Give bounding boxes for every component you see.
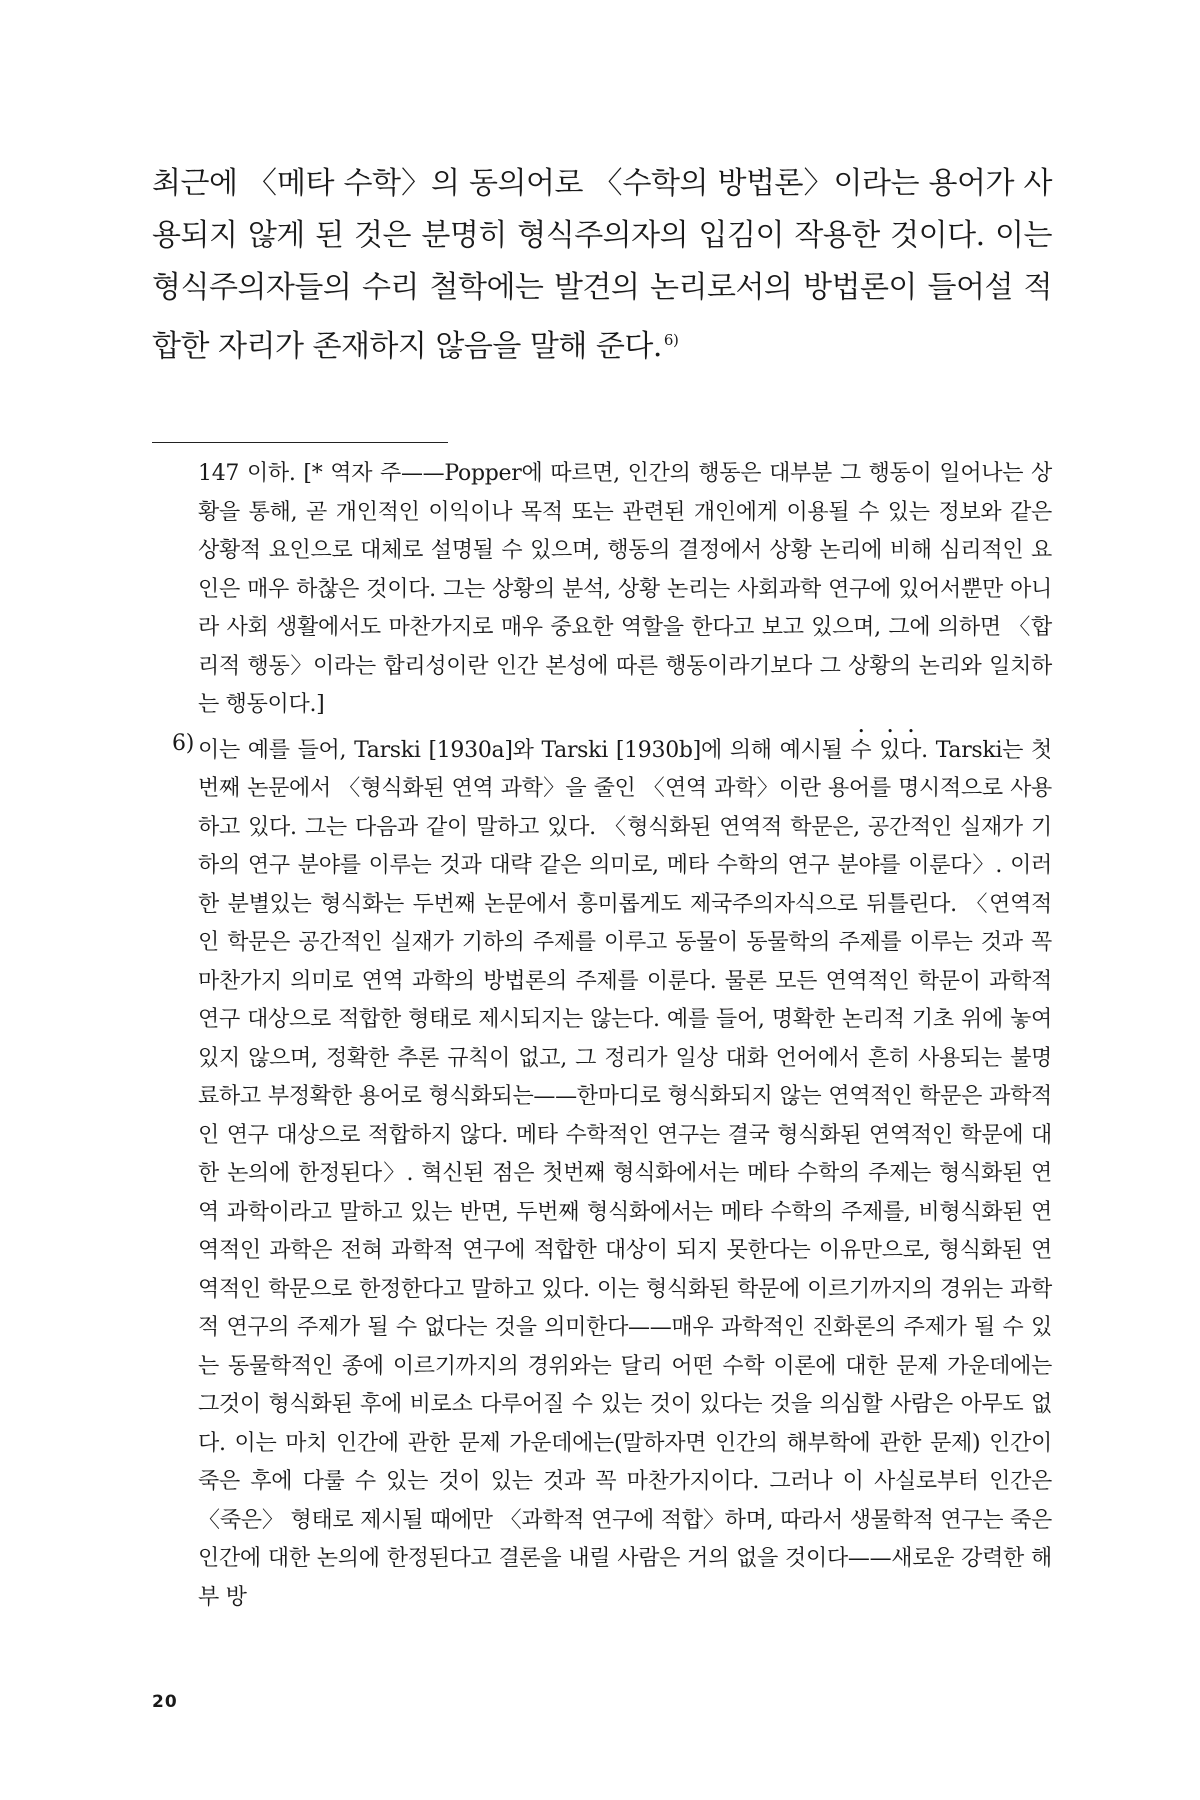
footnote-divider (152, 442, 448, 443)
footnote-6 (152, 725, 1052, 1618)
main-paragraph-text: 최근에 〈메타 수학〉의 동의어로 〈수학의 방법론〉이라는 용어가 사용되지 않게 된 것은 분명히 형식주의자의 입김이 작용한 것이다. 이는 형식주의자들의 수리 철학에는 발견의 논리로서의 방법론이 들어설 적합한 자리가 존재하지 않음을 말해 준다. (152, 166, 1052, 364)
footnote-6-emphasis: 수 있다 (850, 737, 922, 763)
footnote-6-text-before: 이는 예를 들어, Tarski [1930a]와 Tarski [1930b]에 의해 예시될 (198, 737, 851, 763)
footnotes (152, 455, 1052, 1617)
footnote-6-text-after: . Tarski는 첫번째 논문에서 〈형식화된 연역 과학〉을 줄인 〈연역 과학〉이란 용어를 명시적으로 사용하고 있다. 그는 다음과 같이 말하고 있다. 〈형식화된 연역적 학문은, 공간적인 실재가 기하의 연구 분야를 이루는 것과 대략 같은 의미로, 메타 수학의 연구 분야를 이룬다〉. 이러한 분별있는 형식화는 두번째 논문에서 흥미롭게도 제국주의자식으로 뒤틀린다. 〈연역적인 학문은 공간적인 실재가 기하의 주제를 이루고 동물이 동물학의 주제를 이루는 것과 꼭 마찬가지 의미로 연역 과학의 방법론의 주제를 이룬다. 물론 모든 연역적인 학문이 과학적 연구 대상으로 적합한 형태로 제시되지는 않는다. 예를 들어, 명확한 논리적 기초 위에 놓여 있지 않으며, 정확한 추론 규칙이 없고, 그 정리가 일상 대화 언어에서 흔히 사용되는 불명료하고 부정확한 용어로 형식화되는——한마디로 형식화되지 않는 연역적인 학문은 과학적인 연구 대상으로 적합하지 않다. 메타 수학적인 연구는 결국 형식화된 연역적인 학문에 대한 논의에 한정된다〉. 혁신된 점은 첫번째 형식화에서는 메타 수학의 주제는 형식화된 연역 과학이라고 말하고 있는 반면, 두번째 형식화에서는 메타 수학의 주제를, 비형식화된 연역적인 과학은 전혀 과학적 연구에 적합한 대상이 되지 못한다는 이유만으로, 형식화된 연역적인 학문으로 한정한다고 말하고 있다. 이는 형식화된 학문에 이르기까지의 경위는 과학적 연구의 주제가 될 수 없다는 것을 의미한다——매우 과학적인 진화론의 주제가 될 수 있는 동물학적인 종에 이르기까지의 경위와는 달리 어떤 수학 이론에 대한 문제 가운데에는 그것이 형식화된 후에 비로소 다루어질 수 있는 것이 있다는 것을 의심할 사람은 아무도 없다. 이는 마치 인간에 관한 문제 가운데에는(말하자면 인간의 해부학에 관한 문제) 인간이 죽은 후에 다룰 수 있는 것이 있는 것과 꼭 마찬가지이다. 그러나 이 사실로부터 인간은 〈죽은〉 형태로 제시될 때에만 〈과학적 연구에 적합〉하며, 따라서 생물학적 연구는 죽은 인간에 대한 논의에 한정된다고 결론을 내릴 사람은 거의 없을 것이다——새로운 강력한 해부 방 (198, 737, 1052, 1610)
page-number: 20 (152, 1692, 178, 1712)
footnote-number: 6) (172, 730, 194, 756)
main-paragraph (152, 158, 1052, 373)
footnote-continuation: 147 이하. [* 역자 주——Popper에 따르면, 인간의 행동은 대부분 그 행동이 일어나는 상황을 통해, 곧 개인적인 이익이나 목적 또는 관련된 개인에게 이용될 수 있는 정보와 같은 상황적 요인으로 대체로 설명될 수 있으며, 행동의 결정에서 상황 논리에 비해 심리적인 요인은 매우 하찮은 것이다. 그는 상황의 분석, 상황 논리는 사회과학 연구에 있어서뿐만 아니라 사회 생활에서도 마찬가지로 매우 중요한 역할을 한다고 보고 있으며, 그에 의하면 〈합리적 행동〉이라는 합리성이란 인간 본성에 따른 행동이라기보다 그 상황의 논리와 일치하는 행동이다.] (198, 461, 1052, 717)
footnote-ref-6: 6) (663, 331, 679, 349)
